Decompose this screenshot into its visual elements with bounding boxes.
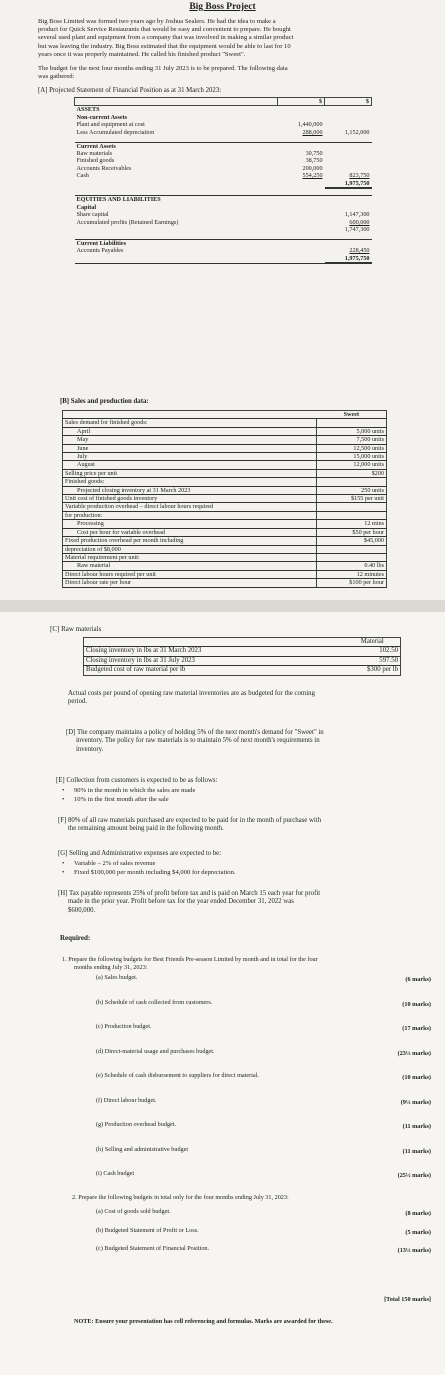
- section-e-bullet-1: • 90% in the month in which the sales are made: [62, 787, 196, 794]
- question-1: 1. Prepare the following budgets for Best Friends Pre-season Limited by month and in total for the four months ending July 31, 2023:: [62, 956, 318, 971]
- required-item-text: (a) Cost of goods sold budget.: [96, 1208, 171, 1215]
- intro-paragraph: Big Boss Limited was formed two years ago by Joshua Sealers. He had the idea to make a product for Quick Service Restaurants that would be easy and convenient to prepare. He bought several used plant and equipment from a company that was involved in making a similar product but was leaving the industry. Big Boss estimated that the equipment would be able to last for 10 years once it was properly maintained. He called his finished product "Sweet".: [38, 18, 294, 58]
- section-g-label: [G] Selling and Administrative expenses are expected to be:: [58, 850, 222, 857]
- sales-data-row: June 12,500 units: [63, 444, 387, 452]
- required-item-text: (h) Selling and administrative budget: [96, 1145, 189, 1153]
- sales-data-row: for production:: [63, 511, 387, 519]
- page-one: [0, 0, 445, 600]
- required-item-marks: (11 marks): [402, 1123, 431, 1130]
- sales-data-row: Processing 12 mins: [63, 520, 387, 528]
- required-item-text: (f) Direct labour budget.: [96, 1096, 157, 1104]
- section-b-label: [B] Sales and production data:: [60, 398, 149, 405]
- required-item-marks: (8 marks): [405, 1210, 431, 1217]
- sales-data-row: Unit cost of finished goods inventory $155 per unit: [63, 495, 387, 503]
- required-item-text: (d) Direct-material usage and purchases budget.: [96, 1047, 215, 1055]
- required-item-marks: (5 marks): [405, 1228, 431, 1236]
- required-item-text: (a) Sales budget.: [96, 974, 138, 981]
- required-item-text: (c) Production budget.: [96, 1023, 152, 1030]
- sales-data-row: Finished goods:: [63, 478, 387, 486]
- sales-data-row: Projected closing inventory at 31 March 2023 250 units: [63, 486, 387, 494]
- sales-production-table: Sweet Sales demand for finished goods: April 5,000 units May 7,500 units June 12,500 units July 15,000 units August 12,000 units Selling price per unit $200 Finished goods: Projected closing inventory at 31 March 2023 250 units Unit cost of finished goods inventory $155 per unit Variable production overhead – direct labour hours required for production: Processing 12 mins Cost per hour for variable overhead $50 per hour Fixed production overhead per month including $45,000 depreciation of $8,000 Material requirement per unit: Raw material 0.40 lbs Direct labour hours required per unit 12 minutes Direct labour rate per hour $100 per hour: [62, 410, 387, 588]
- sales-data-row: Cost per hour for variable overhead $50 per hour: [63, 528, 387, 536]
- sales-data-row: Fixed production overhead per month including $45,000: [63, 537, 387, 545]
- required-item-text: (e) Schedule of cash disbursement to suppliers for direct material.: [96, 1072, 259, 1079]
- document-title: Big Boss Project: [189, 2, 256, 12]
- required-item-marks: (17 marks): [402, 1025, 431, 1032]
- total-marks: [Total 150 marks]: [384, 1296, 431, 1303]
- page-two: [0, 612, 445, 1375]
- sales-data-row: Raw material 0.40 lbs: [63, 562, 387, 570]
- section-a-label: [A] Projected Statement of Financial Position as at 31 March 2023:: [38, 87, 222, 94]
- required-item-marks: (25½ marks): [397, 1172, 431, 1179]
- required-item-marks: (10 marks): [402, 1000, 431, 1008]
- section-c-label: [C] Raw materials: [50, 625, 102, 633]
- required-item-marks: (11 marks): [402, 1147, 431, 1155]
- required-item-text: (b) Budgeted Statement of Profit or Loss.: [96, 1226, 199, 1234]
- financial-position-table: $ $ ASSETS Non-current Assets Plant and equipment at cost 1,440,000 Less Accumulated depreciation 288,000 1,152,000 Current Assets Raw materials 30,750 Finished goods 38,750 Accounts Receivables 200,000 Cash 554,250 823,750 1,975,750 EQUITIES AND LIABILITIES Capital Share capital 1,147,300 Accumulated profits (Retained Earnings) 600,000 1,747,300 Current Liabilities Accounts Payables 228,450 1,975,750: [76, 98, 370, 262]
- required-item-text: (g) Production overhead budget.: [96, 1121, 177, 1128]
- required-item-marks: (13½ marks): [397, 1247, 431, 1254]
- sales-data-row: Direct labour rate per hour $100 per hour: [63, 579, 387, 587]
- required-item-text: (c) Budgeted Statement of Financial Position.: [96, 1245, 210, 1252]
- sales-data-row: July 15,000 units: [63, 453, 387, 461]
- sales-data-row: May 7,500 units: [63, 436, 387, 444]
- sales-data-row: Direct labour hours required per unit 12 minutes: [63, 570, 387, 578]
- section-f: [F] 80% of all raw materials purchased are expected to be paid for in the month of purchase with the remaining amount being paid in the following month.: [58, 817, 322, 833]
- sales-data-row: Variable production overhead – direct labour hours required: [63, 503, 387, 511]
- required-item-text: (i) Cash budget: [96, 1170, 135, 1177]
- sales-data-row: August 12,000 units: [63, 461, 387, 469]
- section-e-bullet-2: • 10% in the first month after the sale: [62, 796, 169, 803]
- sales-data-row: Material requirement per unit:: [63, 553, 387, 561]
- budget-paragraph: The budget for the next four months ending 31 July 2023 is to be prepared. The following data was gathered:: [38, 65, 288, 81]
- section-d: [D] The company maintains a policy of holding 5% of the next month's demand for "Sweet" in inventory. The policy for raw materials is to maintain 5% of next month's requirements in inventory.: [66, 729, 324, 753]
- required-heading: Required:: [60, 934, 91, 942]
- required-item-text: (b) Schedule of cash collected from customers.: [96, 998, 213, 1006]
- question-2: 2. Prepare the following budgets in total only for the four months ending July 31, 2023:: [72, 1194, 289, 1201]
- sales-data-row: depreciation of $8,000: [63, 545, 387, 553]
- page-gap: [0, 600, 445, 612]
- required-item-marks: (10 marks): [402, 1074, 431, 1081]
- sales-data-row: April 5,000 units: [63, 427, 387, 435]
- section-h: [H] Tax payable represents 25% of profit before tax and is paid on March 15 each year for profit made in the prior year. Profit before tax for the year ended December 31, 2022 was $600,000.: [58, 890, 321, 914]
- section-e-label: [E] Collection from customers is expected to be as follows:: [56, 777, 218, 784]
- section-c-note: Actual costs per pound of opening raw material inventories are as budgeted for the coming period.: [68, 690, 315, 706]
- sales-data-row: Selling price per unit $200: [63, 469, 387, 477]
- sales-data-row: Sales demand for finished goods:: [63, 419, 387, 427]
- section-g-bullet-1: • Variable – 2% of sales revenue: [62, 860, 156, 867]
- presentation-note: NOTE: Ensure your presentation has cell referencing and formulas. Marks are awarded for these.: [74, 1318, 333, 1325]
- required-item-marks: (9½ marks): [400, 1098, 431, 1106]
- section-g-bullet-2: • Fixed $100,000 per month including $4,000 for depreciation.: [62, 869, 236, 876]
- required-item-marks: (23½ marks): [397, 1049, 431, 1057]
- required-item-marks: (6 marks): [405, 976, 431, 983]
- raw-materials-table: Material Closing inventory in lbs at 31 March 2023 102.50 Closing inventory in lbs at 31 July 2023 597.50 Budgeted cost of raw material per lb $300 per lb: [83, 637, 401, 676]
